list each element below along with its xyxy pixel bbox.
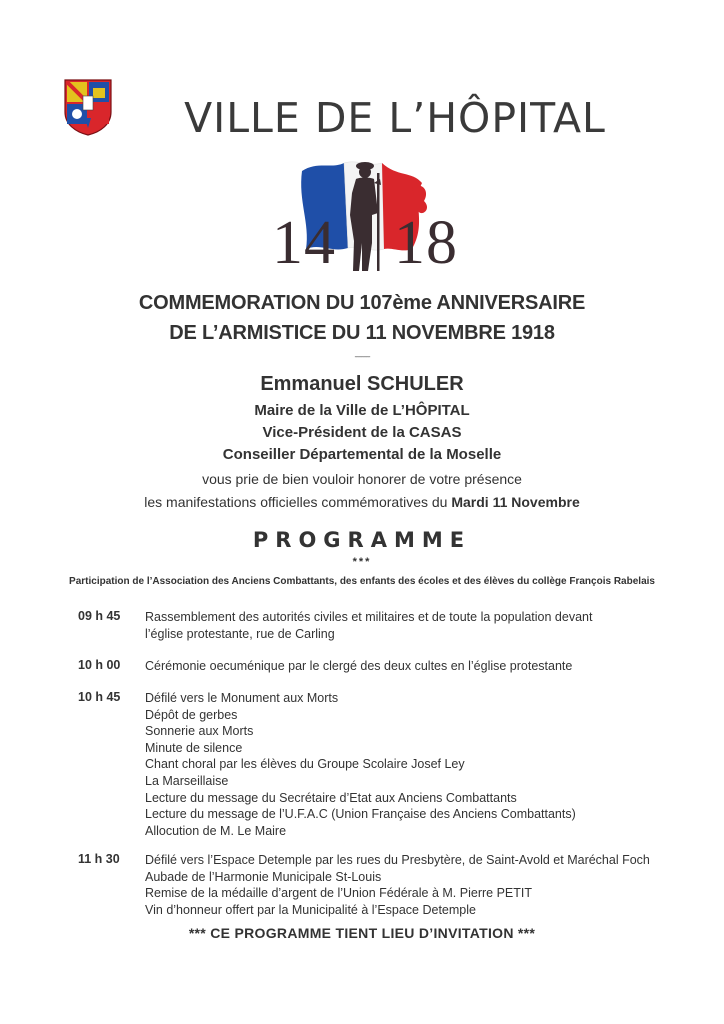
invitation-text: les manifestations officielles commémoratives du	[144, 494, 452, 510]
schedule-line: Aubade de l’Harmonie Municipale St-Louis	[145, 869, 382, 884]
participation-note: Participation de l’Association des Anciens Combattants, des enfants des écoles et des élèves du collège François Rabelais	[69, 576, 655, 587]
schedule-line: Vin d’honneur offert par la Municipalité à l’Espace Detemple	[145, 902, 476, 917]
section-divider: ---------	[354, 352, 370, 361]
schedule-line: Minute de silence	[145, 740, 243, 755]
stars-ornament: ***	[352, 556, 372, 568]
invitation-note: *** CE PROGRAMME TIENT LIEU D’INVITATION ***	[188, 925, 536, 941]
schedule-time: 10 h 45	[78, 690, 121, 704]
schedule-line: Lecture du message du Secrétaire d’Etat aux Anciens Combattants	[145, 790, 517, 805]
coat-of-arms-icon	[63, 78, 113, 136]
schedule-line: Dépôt de gerbes	[145, 707, 238, 722]
year-start: 14	[272, 209, 336, 277]
schedule-line: Allocution de M. Le Maire	[145, 823, 287, 838]
mayor-title: Conseiller Départemental de la Moselle	[222, 446, 502, 463]
town-title: VILLE DE L’HÔPITAL	[184, 94, 606, 142]
schedule-time: 10 h 00	[78, 658, 121, 672]
schedule-line: Défilé vers l’Espace Detemple par les rues du Presbytère, de Saint-Avold et Maréchal Foch	[145, 853, 650, 867]
mayor-title: Maire de la Ville de L’HÔPITAL	[254, 402, 470, 419]
ceremony-date: Mardi 11 Novembre	[451, 494, 580, 510]
schedule-time: 11 h 30	[78, 852, 120, 866]
invitation-line	[0, 494, 724, 510]
schedule-line: Remise de la médaille d’argent de l’Union Fédérale à M. Pierre PETIT	[145, 886, 532, 901]
schedule-line: Chant choral par les élèves du Groupe Scolaire Josef Ley	[145, 757, 465, 772]
schedule-line: La Marseillaise	[145, 773, 229, 788]
mayor-name: Emmanuel SCHULER	[260, 373, 464, 395]
schedule-line: Lecture du message de l’U.F.A.C (Union Française des Anciens Combattants)	[145, 807, 576, 822]
schedule-time: 09 h 45	[78, 609, 121, 623]
year-end: 18	[394, 209, 458, 277]
armistice-heading: DE L’ARMISTICE DU 11 NOVEMBRE 1918	[169, 322, 555, 344]
schedule-line: Rassemblement des autorités civiles et militaires et de toute la population devant	[145, 610, 593, 624]
invitation-line: vous prie de bien vouloir honorer de votre présence	[202, 471, 522, 487]
schedule-line: l’église protestante, rue de Carling	[145, 626, 335, 641]
mayor-title: Vice-Président de la CASAS	[262, 424, 462, 441]
schedule-line: Cérémonie oecuménique par le clergé des deux cultes en l’église protestante	[145, 659, 573, 673]
schedule-line: Défilé vers le Monument aux Morts	[145, 691, 339, 705]
programme-title: PROGRAMME	[252, 528, 472, 552]
schedule-line: Sonnerie aux Morts	[145, 724, 254, 739]
commemoration-heading: COMMEMORATION DU 107ème ANNIVERSAIRE	[138, 292, 586, 314]
